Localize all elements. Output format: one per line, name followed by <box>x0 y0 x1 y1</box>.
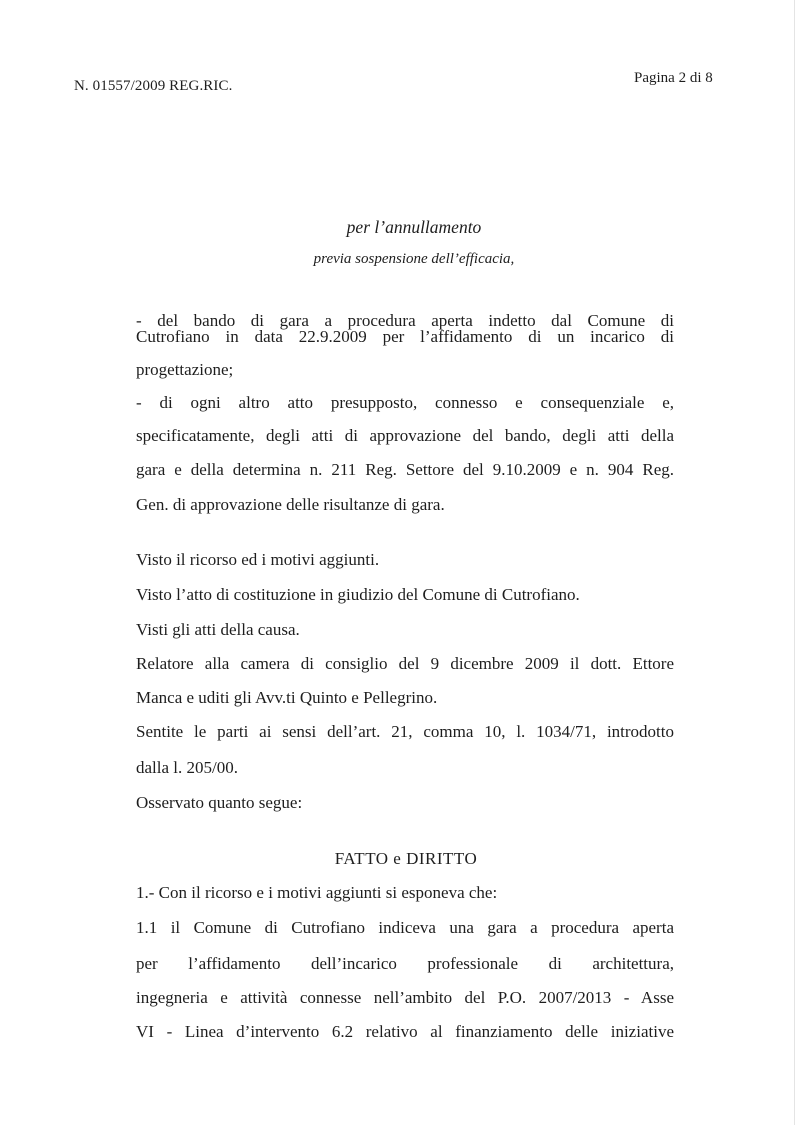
text-line: gara e della determina n. 211 Reg. Settore del 9.10.2009 e n. 904 Reg. <box>136 460 674 479</box>
text-line: VI - Linea d’intervento 6.2 relativo al finanziamento delle iniziative <box>136 1022 674 1041</box>
text-line: Manca e uditi gli Avv.ti Quinto e Pellegrino. <box>136 688 438 707</box>
text-line: 1.1 il Comune di Cutrofiano indiceva una gara a procedura aperta <box>136 918 674 937</box>
text-line: Gen. di approvazione delle risultanze di gara. <box>136 495 445 514</box>
text-line: specificatamente, degli atti di approvazione del bando, degli atti della <box>136 426 674 445</box>
text-line: Relatore alla camera di consiglio del 9 dicembre 2009 il dott. Ettore <box>136 654 674 673</box>
page-number: Pagina 2 di 8 <box>634 70 713 86</box>
text-line: Osservato quanto segue: <box>136 793 303 812</box>
text-line: ingegneria e attività connesse nell’ambito del P.O. 2007/2013 - Asse <box>136 988 674 1007</box>
text-line: 1.- Con il ricorso e i motivi aggiunti si esponeva che: <box>136 883 498 902</box>
text-line: Visto l’atto di costituzione in giudizio del Comune di Cutrofiano. <box>136 585 580 604</box>
heading-annullamento: per l’annullamento <box>346 217 482 237</box>
registration-number: N. 01557/2009 REG.RIC. <box>74 78 233 94</box>
text-line: Cutrofiano in data 22.9.2009 per l’affidamento di un incarico di <box>136 327 674 346</box>
text-line: per l’affidamento dell’incarico professionale di architettura, <box>136 954 674 973</box>
text-line: progettazione; <box>136 360 234 379</box>
heading-previa-sospensione: previa sospensione dell’efficacia, <box>313 251 515 267</box>
heading-fatto-e-diritto: FATTO e DIRITTO <box>334 849 478 868</box>
text-line: Visto il ricorso ed i motivi aggiunti. <box>136 550 380 569</box>
text-line: Sentite le parti ai sensi dell’art. 21, comma 10, l. 1034/71, introdotto <box>136 722 674 741</box>
scan-edge-line <box>794 0 795 1125</box>
text-line: dalla l. 205/00. <box>136 758 238 777</box>
text-line: - di ogni altro atto presupposto, connesso e consequenziale e, <box>136 393 674 412</box>
text-line: Visti gli atti della causa. <box>136 620 300 639</box>
text-line: - del bando di gara a procedura aperta indetto dal Comune di <box>136 311 674 330</box>
